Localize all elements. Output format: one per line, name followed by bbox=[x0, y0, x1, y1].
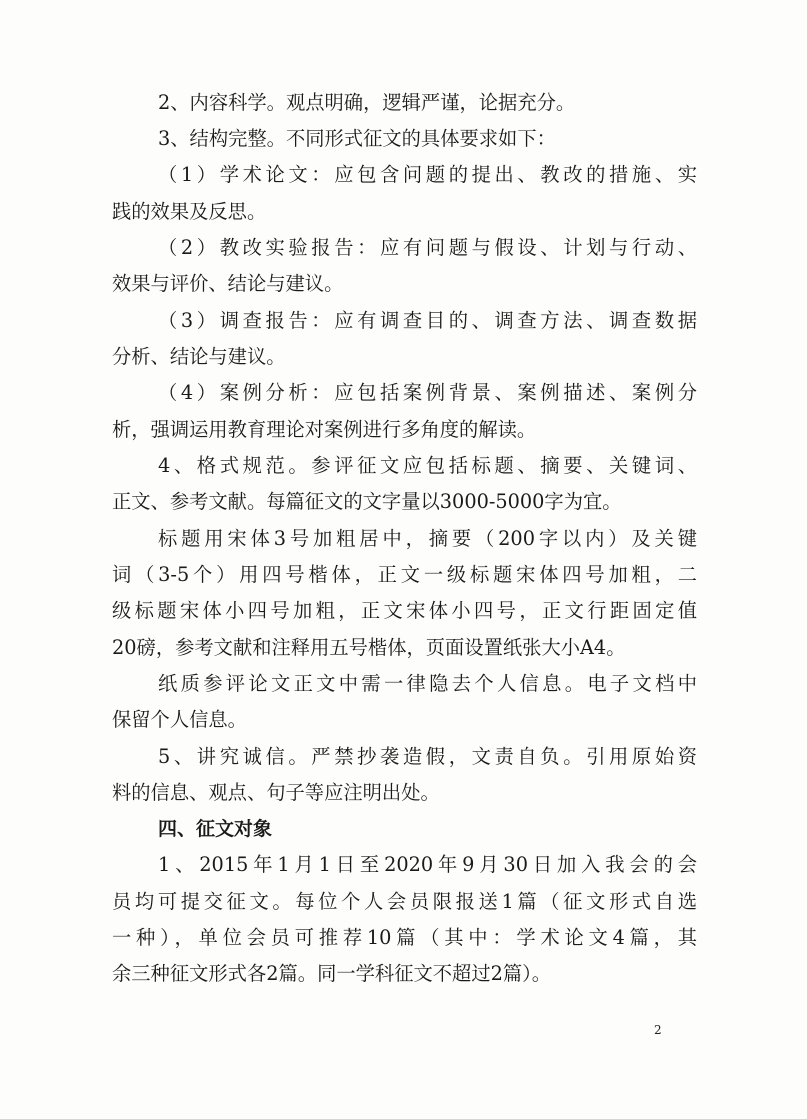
paragraph-line: （2）教改实验报告：应有问题与假设、计划与行动、 bbox=[158, 236, 697, 259]
paragraph-line: 员均可提交征文。每位个人会员限报送1篇（征文形式自选 bbox=[112, 890, 697, 913]
paragraph-line: （1）学术论文：应包含问题的提出、教改的措施、实 bbox=[158, 163, 697, 186]
paragraph-line: 一种），单位会员可推荐10篇（其中：学术论文4篇，其 bbox=[112, 926, 697, 949]
paragraph-line: 标题用宋体3号加粗居中，摘要（200字以内）及关键 bbox=[158, 527, 697, 550]
section-heading: 四、征文对象 bbox=[158, 818, 273, 840]
paragraph-line: （3）调查报告：应有调查目的、调查方法、调查数据 bbox=[158, 309, 697, 332]
paragraph-line: 效果与评价、结论与建议。 bbox=[112, 272, 344, 295]
paragraph-line: 正文、参考文献。每篇征文的文字量以3000-5000字为宜。 bbox=[112, 490, 622, 513]
paragraph-line: 词（3-5个）用四号楷体，正文一级标题宋体四号加粗，二 bbox=[112, 563, 697, 586]
paragraph-line: 保留个人信息。 bbox=[112, 708, 247, 731]
paragraph-line: 余三种征文形式各2篇。同一学科征文不超过2篇）。 bbox=[112, 962, 552, 985]
paragraph-line: 5、讲究诚信。严禁抄袭造假，文责自负。引用原始资 bbox=[158, 745, 697, 768]
paragraph-line: 纸质参评论文正文中需一律隐去个人信息。电子文档中 bbox=[158, 672, 697, 695]
paragraph-line: 分析、结论与建议。 bbox=[112, 345, 286, 368]
paragraph-line: 料的信息、观点、句子等应注明出处。 bbox=[112, 781, 440, 804]
paragraph-line: （4）案例分析：应包括案例背景、案例描述、案例分 bbox=[158, 381, 697, 404]
paragraph-line: 4、格式规范。参评征文应包括标题、摘要、关键词、 bbox=[158, 454, 697, 477]
paragraph-line: 级标题宋体小四号加粗，正文宋体小四号，正文行距固定值 bbox=[112, 599, 697, 622]
paragraph-line: 2、内容科学。观点明确，逻辑严谨，论据充分。 bbox=[158, 91, 576, 114]
paragraph-line: 3、结构完整。不同形式征文的具体要求如下： bbox=[158, 127, 556, 150]
paragraph-line: 20磅，参考文献和注释用五号楷体，页面设置纸张大小A4。 bbox=[112, 636, 626, 659]
paragraph-line: 1、2015年1月1日至2020年9月30日加入我会的会 bbox=[158, 853, 697, 876]
paragraph-line: 析，强调运用教育理论对案例进行多角度的解读。 bbox=[112, 418, 537, 441]
paragraph-line: 践的效果及反思。 bbox=[112, 200, 267, 223]
page-number: 2 bbox=[654, 1023, 662, 1037]
